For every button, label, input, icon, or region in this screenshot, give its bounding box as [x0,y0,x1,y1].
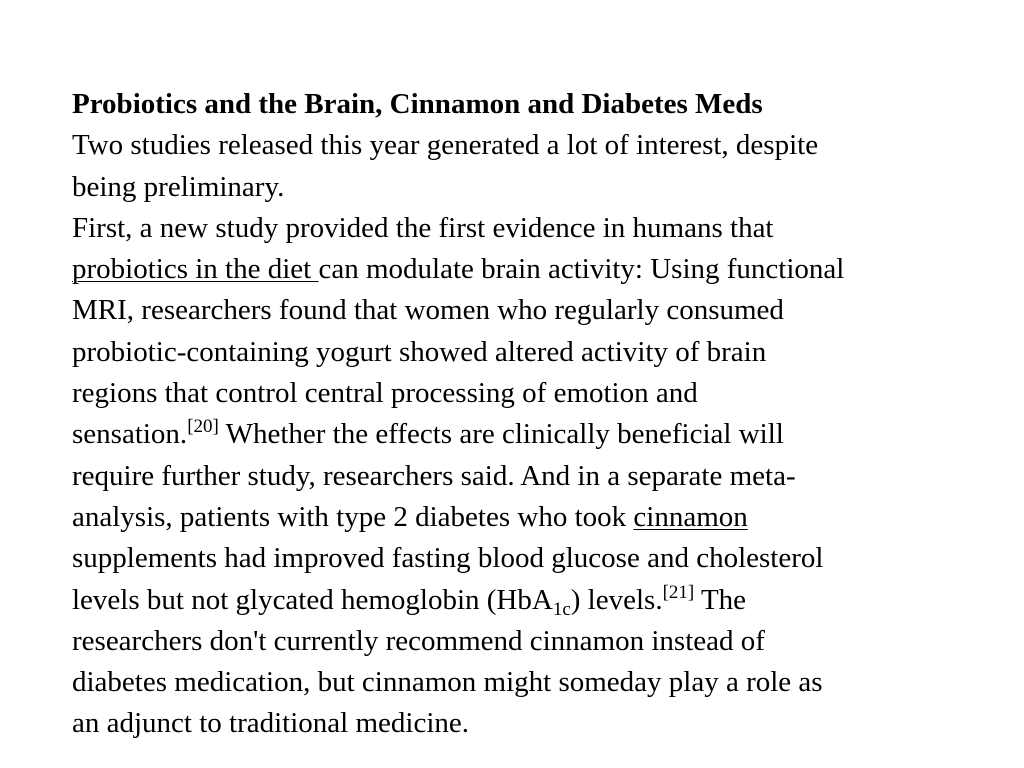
body-line: First, a new study provided the first evidence in humans that [72,211,774,244]
body-line: require further study, researchers said. And in a separate meta- [72,459,796,492]
intro-paragraph [72,125,992,208]
body-line: MRI, researchers found that women who regularly consumed [72,294,784,327]
body-line: probiotic-containing yogurt showed altered activity of brain [72,335,767,368]
body-text: ) levels. [570,583,663,616]
intro-line: being preliminary. [72,170,285,203]
hba1c-subscript: 1c [552,598,571,620]
probiotics-link[interactable]: probiotics in the diet [72,253,319,286]
body-paragraph [72,208,992,745]
reference-21: [21] [662,581,695,603]
reference-20: [20] [187,416,219,438]
slide-title: Probiotics and the Brain, Cinnamon and Diabetes Meds [72,88,763,120]
body-text: analysis, patients with type 2 diabetes who took [72,500,634,533]
body-text: can modulate brain activity: Using functional [318,253,845,286]
body-line: regions that control central processing of emotion and [72,377,698,410]
body-line: diabetes medication, but cinnamon might someday play a role as [72,666,823,699]
body-line [72,249,992,290]
intro-line: Two studies released this year generated a lot of interest, despite [72,129,819,162]
body-text: sensation. [72,418,188,451]
cinnamon-link[interactable]: cinnamon [633,500,748,533]
slide-content [72,84,992,745]
body-line [72,497,992,538]
body-line [72,580,992,621]
body-text: Whether the effects are clinically beneficial will [218,418,784,451]
body-text: levels but not glycated hemoglobin (HbA [72,583,553,616]
body-line: an adjunct to traditional medicine. [72,707,470,740]
body-line: researchers don't currently recommend cinnamon instead of [72,624,765,657]
body-line: supplements had improved fasting blood glucose and cholesterol [72,542,824,575]
body-line [72,414,992,455]
body-text: The [694,583,747,616]
